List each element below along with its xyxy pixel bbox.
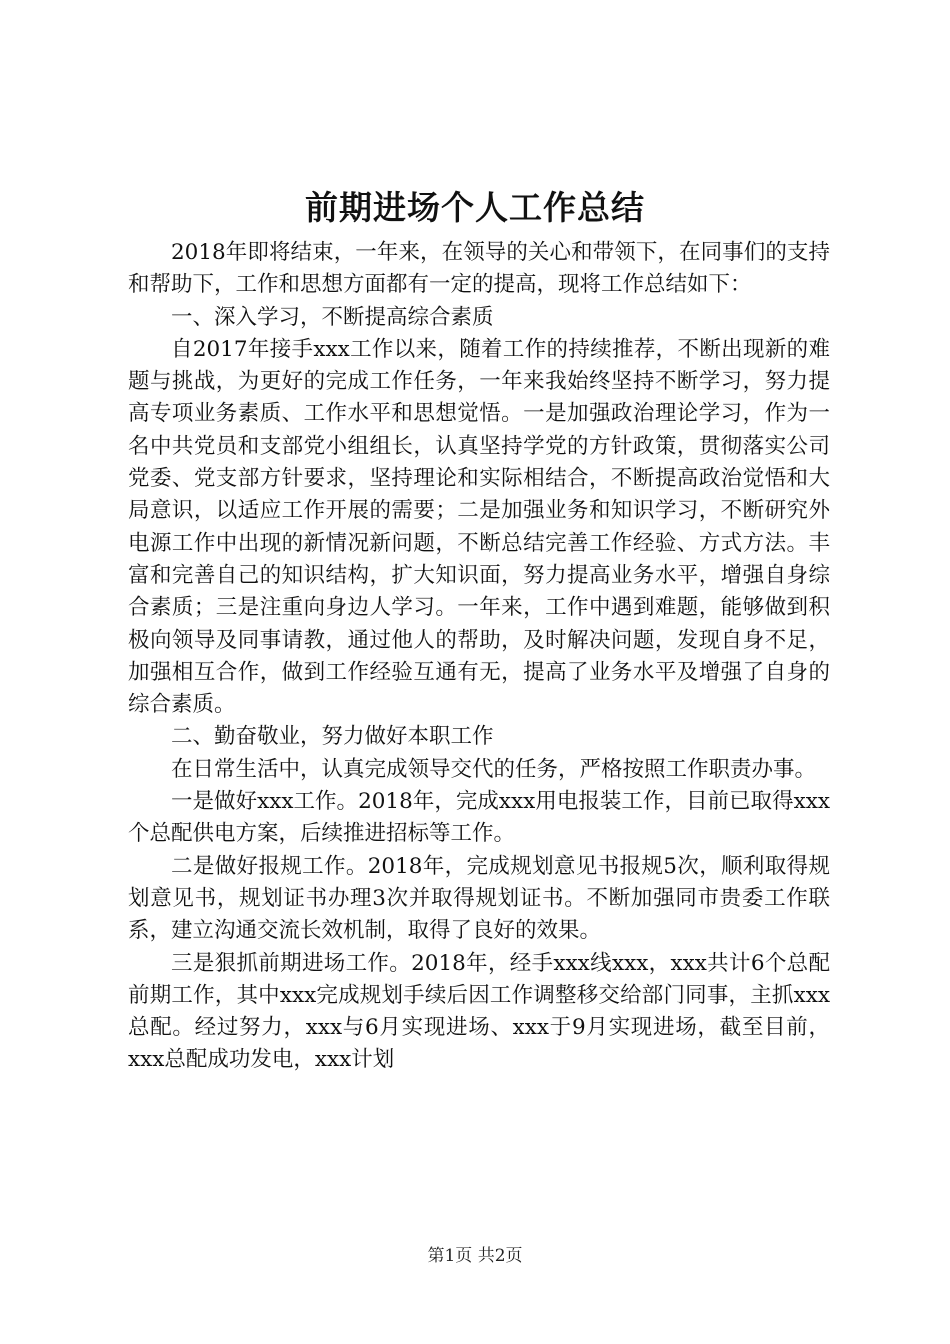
section-heading-2: 二、勤奋敬业，努力做好本职工作 <box>171 724 494 750</box>
task-paragraph-1: 一是做好xxx工作。2018年，完成xxx用电报装工作，目前已取得xxx个总配供电方案，后续推进招标等工作。 <box>128 789 830 847</box>
task-paragraph-3: 三是狠抓前期进场工作。2018年，经手xxx线xxx，xxx共计6个总配前期工作，其中xxx完成规划手续后因工作调整移交给部门同事，主抓xxx总配。经过努力，xxx与6月实现进场、xxx于9月实现进场，截至目前，xxx总配成功发电，xxx计划 <box>128 950 830 1073</box>
study-paragraph: 自2017年接手xxx工作以来，随着工作的持续推荐，不断出现新的难题与挑战，为更好的完成工作任务，一年来我始终坚持不断学习，努力提高专项业务素质、工作水平和思想觉悟。一是加强政治理论学习，作为一名中共党员和支部党小组组长，认真坚持学党的方针政策，贯彻落实公司党委、党支部方针要求，坚持理论和实际相结合，不断提高政治觉悟和大局意识，以适应工作开展的需要；二是加强业务和知识学习，不断研究外电源工作中出现的新情况新问题，不断总结完善工作经验、方式方法。丰富和完善自己的知识结构，扩大知识面，努力提高业务水平，增强自身综合素质；三是注重向身边人学习。一年来，工作中遇到难题，能够做到积极向领导及同事请教，通过他人的帮助，及时解决问题，发现自身不足，加强相互合作，做到工作经验互通有无，提高了业务水平及增强了自身的综合素质。 <box>128 336 830 718</box>
intro-paragraph: 2018年即将结束，一年来，在领导的关心和带领下，在同事们的支持和帮助下，工作和思想方面都有一定的提高，现将工作总结如下： <box>128 240 830 298</box>
page-number-footer: 第1页 共2页 <box>427 1246 523 1266</box>
duty-paragraph: 在日常生活中，认真完成领导交代的任务，严格按照工作职责办事。 <box>171 756 817 782</box>
section-heading-1: 一、深入学习，不断提高综合素质 <box>171 304 494 330</box>
document-title: 前期进场个人工作总结 <box>305 188 645 227</box>
task-paragraph-2: 二是做好报规工作。2018年，完成规划意见书报规5次，顺利取得规划意见书，规划证书办理3次并取得规划证书。不断加强同市贵委工作联系，建立沟通交流长效机制，取得了良好的效果。 <box>128 853 830 944</box>
document-body <box>128 237 830 1077</box>
